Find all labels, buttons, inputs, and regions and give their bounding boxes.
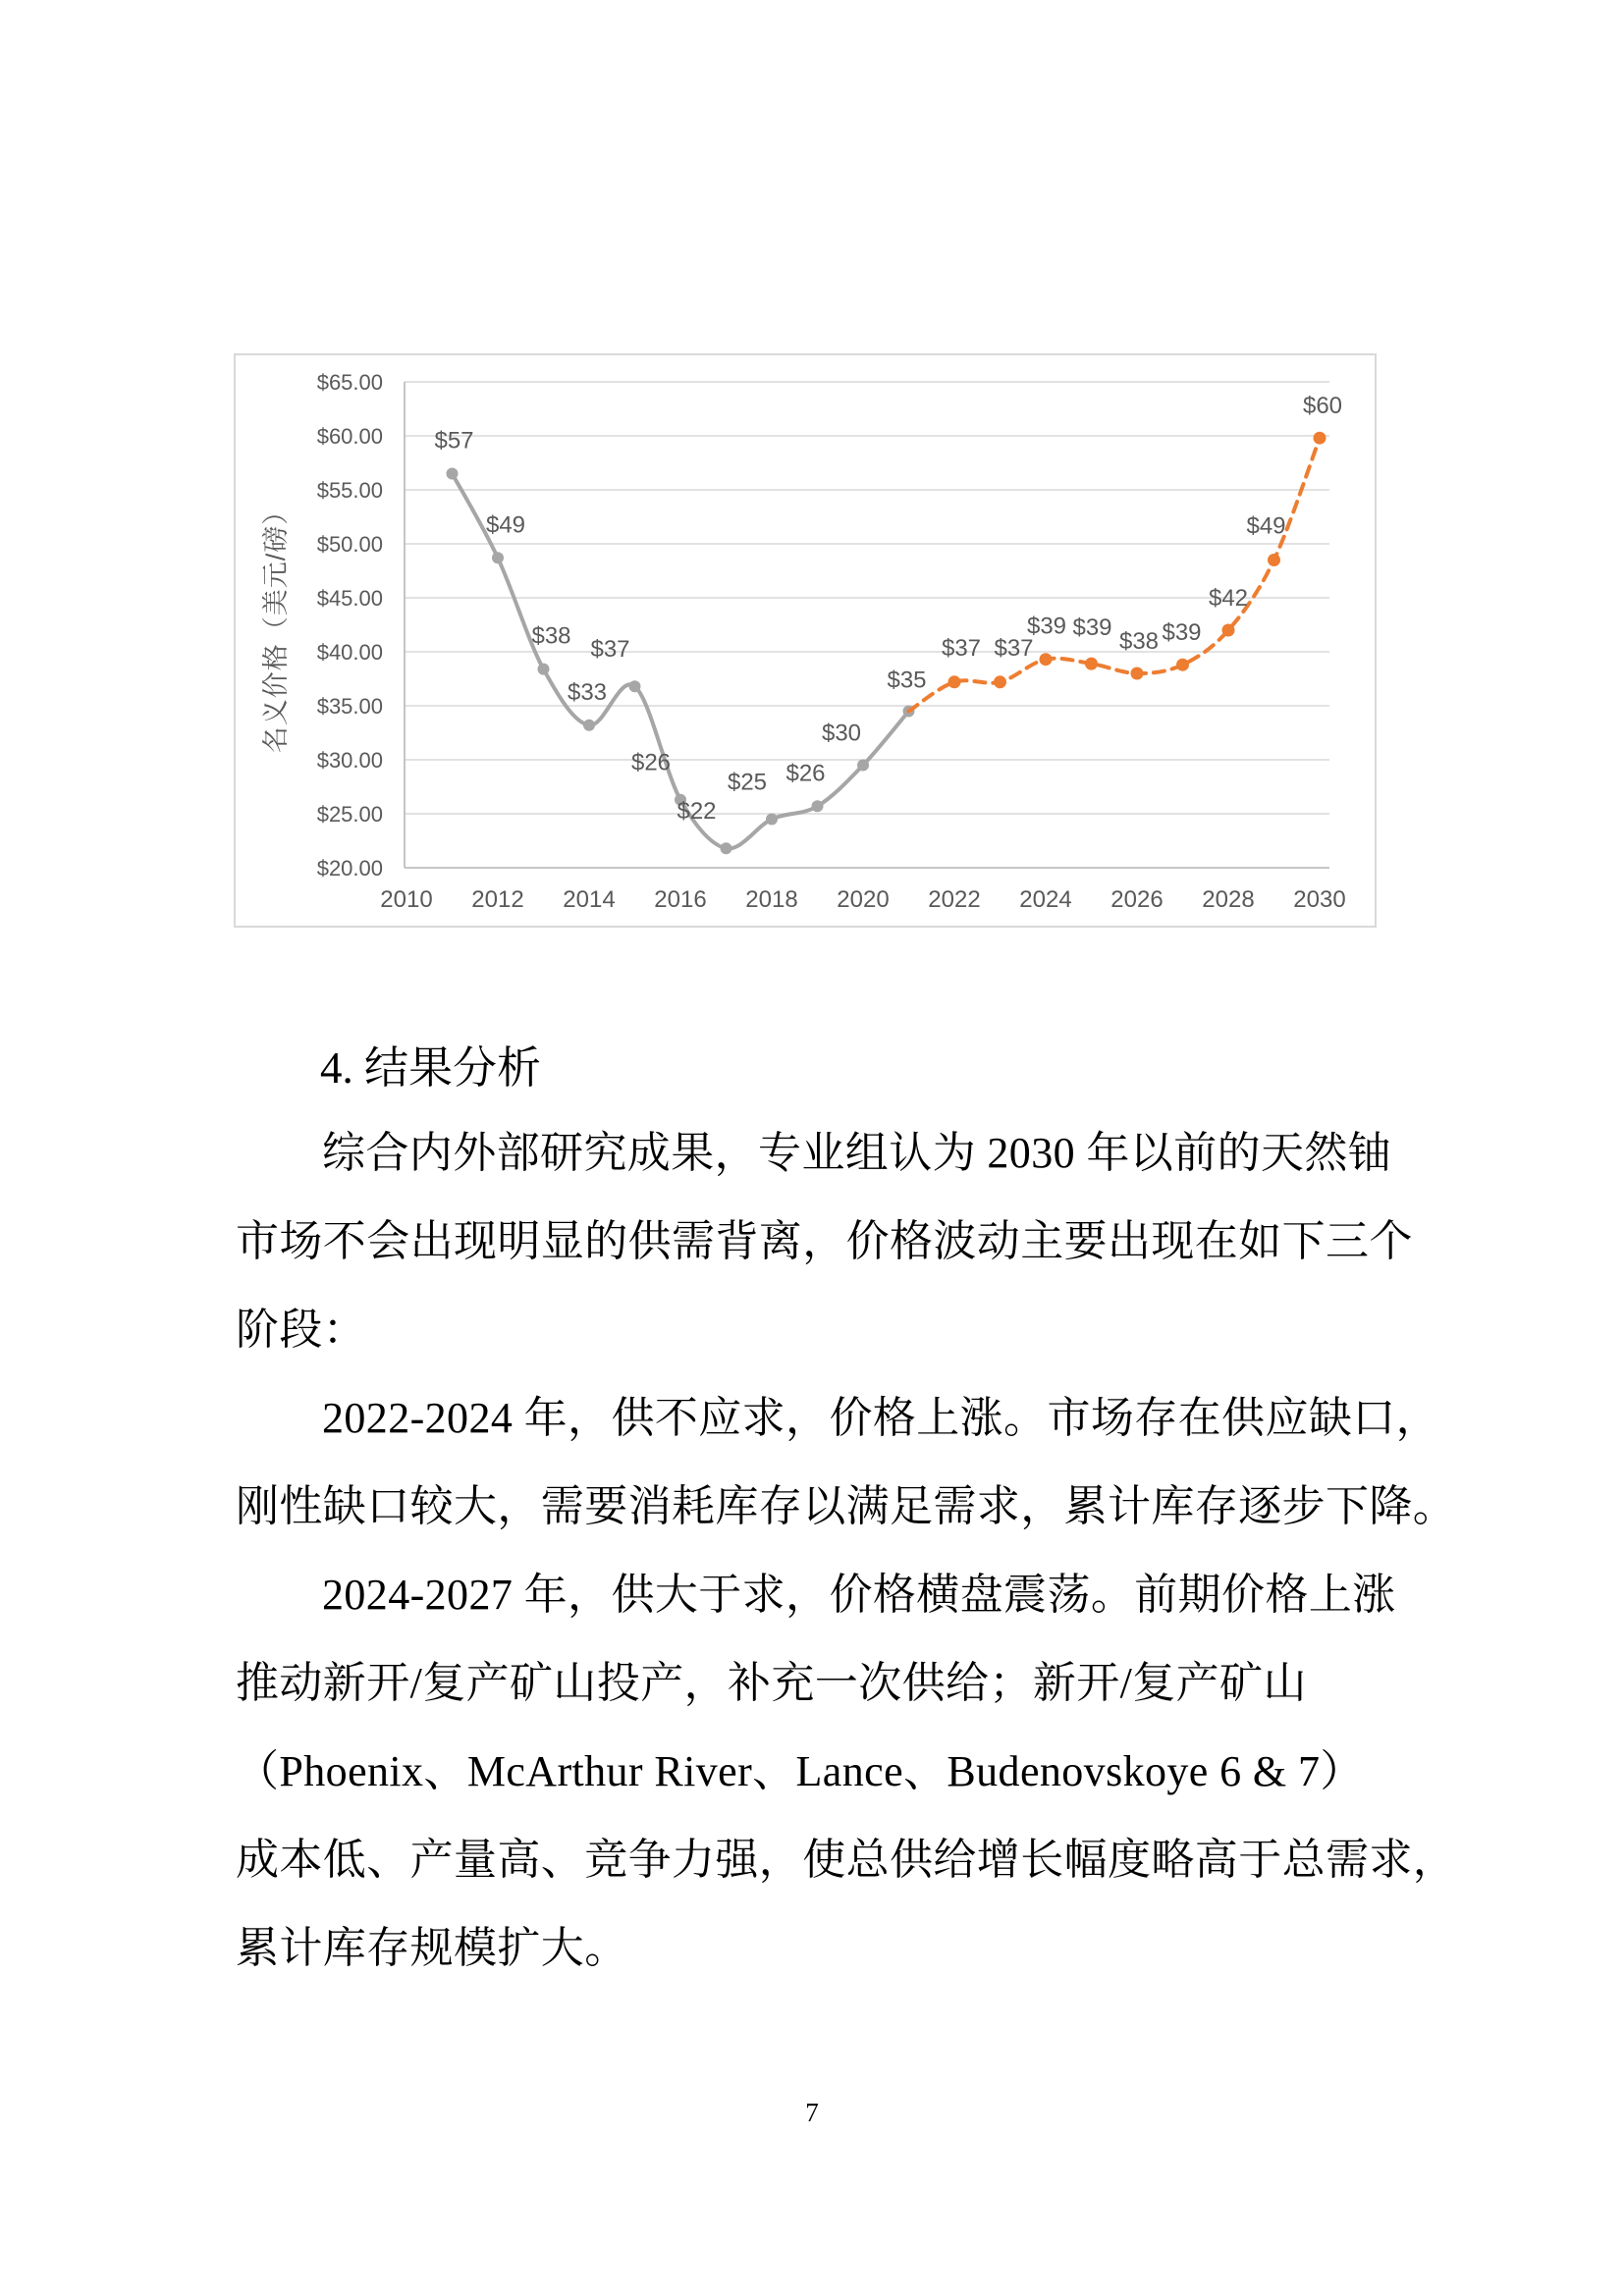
y-axis-title: 名义价格（美元/磅） bbox=[261, 497, 291, 754]
svg-text:$55.00: $55.00 bbox=[316, 478, 383, 503]
svg-text:$20.00: $20.00 bbox=[316, 856, 383, 881]
data-point bbox=[1085, 658, 1098, 670]
data-label: $42 bbox=[1208, 585, 1249, 612]
paragraph-line: 推动新开/复产矿山投产，补充一次供给；新开/复产矿山 bbox=[236, 1659, 1307, 1707]
svg-text:$65.00: $65.00 bbox=[316, 370, 383, 395]
paragraph-line: 成本低、产量高、竞争力强，使总供给增长幅度略高于总需求， bbox=[236, 1836, 1457, 1884]
data-point bbox=[583, 720, 595, 731]
svg-text:2010: 2010 bbox=[380, 886, 433, 913]
data-point bbox=[948, 675, 961, 688]
data-label: $37 bbox=[590, 636, 630, 664]
paragraph-line: 累计库存规模扩大。 bbox=[236, 1924, 628, 1972]
svg-text:2018: 2018 bbox=[745, 886, 798, 913]
paragraph-line: （Phoenix、McArthur River、Lance、Budenovskoye 6 & 7） bbox=[236, 1747, 1364, 1795]
data-label: $49 bbox=[1246, 512, 1286, 540]
section-heading: 4. 结果分析 bbox=[320, 1043, 542, 1093]
data-label: $30 bbox=[821, 720, 862, 747]
svg-text:2020: 2020 bbox=[837, 886, 890, 913]
page-number: 7 bbox=[805, 2098, 819, 2127]
data-label: $38 bbox=[531, 622, 571, 650]
data-label: $26 bbox=[630, 749, 672, 776]
svg-text:2026: 2026 bbox=[1110, 886, 1164, 913]
data-label: $49 bbox=[485, 511, 526, 539]
data-label: $39 bbox=[1072, 614, 1112, 642]
svg-text:$45.00: $45.00 bbox=[316, 586, 383, 611]
svg-text:$40.00: $40.00 bbox=[316, 640, 383, 665]
series-line-forecast-price bbox=[909, 438, 1321, 711]
data-point bbox=[1222, 624, 1235, 637]
data-label: $33 bbox=[567, 678, 608, 706]
data-point bbox=[812, 800, 824, 812]
paragraph-line: 市场不会出现明显的供需背离，价格波动主要出现在如下三个 bbox=[236, 1217, 1413, 1265]
svg-text:$50.00: $50.00 bbox=[316, 532, 383, 557]
data-label: $35 bbox=[887, 667, 927, 694]
data-point bbox=[447, 468, 459, 480]
data-label: $37 bbox=[941, 634, 982, 662]
data-point bbox=[766, 814, 778, 826]
data-label: $39 bbox=[1162, 619, 1202, 647]
svg-text:2030: 2030 bbox=[1293, 886, 1346, 913]
data-point bbox=[857, 760, 869, 772]
data-point bbox=[492, 552, 504, 563]
uranium-price-chart bbox=[236, 355, 1375, 926]
svg-text:2022: 2022 bbox=[928, 886, 981, 913]
svg-text:$25.00: $25.00 bbox=[316, 802, 383, 827]
data-label: $38 bbox=[1118, 628, 1160, 655]
data-label: $25 bbox=[727, 769, 768, 796]
svg-text:2014: 2014 bbox=[563, 886, 616, 913]
svg-text:2016: 2016 bbox=[654, 886, 707, 913]
data-label: $39 bbox=[1026, 613, 1067, 640]
data-label: $57 bbox=[434, 427, 474, 454]
paragraph-line: 2024-2027 年，供大于求，价格横盘震荡。前期价格上涨 bbox=[322, 1571, 1396, 1619]
data-point bbox=[1176, 659, 1189, 671]
data-point bbox=[538, 664, 550, 675]
svg-text:2028: 2028 bbox=[1202, 886, 1255, 913]
y-tick-labels bbox=[317, 370, 383, 881]
paragraph-line: 阶段： bbox=[236, 1306, 367, 1354]
svg-text:2012: 2012 bbox=[471, 886, 524, 913]
data-label: $37 bbox=[994, 634, 1034, 662]
svg-text:$30.00: $30.00 bbox=[316, 748, 383, 773]
data-point bbox=[1314, 432, 1326, 445]
data-point bbox=[721, 842, 732, 854]
data-point bbox=[994, 675, 1006, 688]
svg-text:2024: 2024 bbox=[1019, 886, 1072, 913]
svg-text:$35.00: $35.00 bbox=[316, 694, 383, 719]
data-point bbox=[1040, 653, 1053, 666]
data-point bbox=[1268, 554, 1280, 566]
svg-text:$60.00: $60.00 bbox=[316, 424, 383, 449]
paragraph-line: 2022-2024 年，供不应求，价格上涨。市场存在供应缺口， bbox=[322, 1394, 1440, 1442]
data-point bbox=[629, 680, 641, 692]
x-tick-labels bbox=[380, 886, 1345, 913]
series-data-labels-forecast-price bbox=[942, 393, 1342, 662]
series-data-labels-historical-price bbox=[434, 428, 926, 826]
paragraph-line: 刚性缺口较大，需要消耗库存以满足需求，累计库存逐步下降。 bbox=[236, 1482, 1457, 1530]
data-label: $26 bbox=[785, 760, 826, 787]
data-label: $22 bbox=[677, 798, 717, 826]
price-chart-figure bbox=[234, 353, 1377, 928]
data-point bbox=[1131, 667, 1144, 680]
data-label: $60 bbox=[1302, 393, 1343, 420]
paragraph-line: 综合内外部研究成果，专业组认为 2030 年以前的天然铀 bbox=[322, 1129, 1392, 1177]
